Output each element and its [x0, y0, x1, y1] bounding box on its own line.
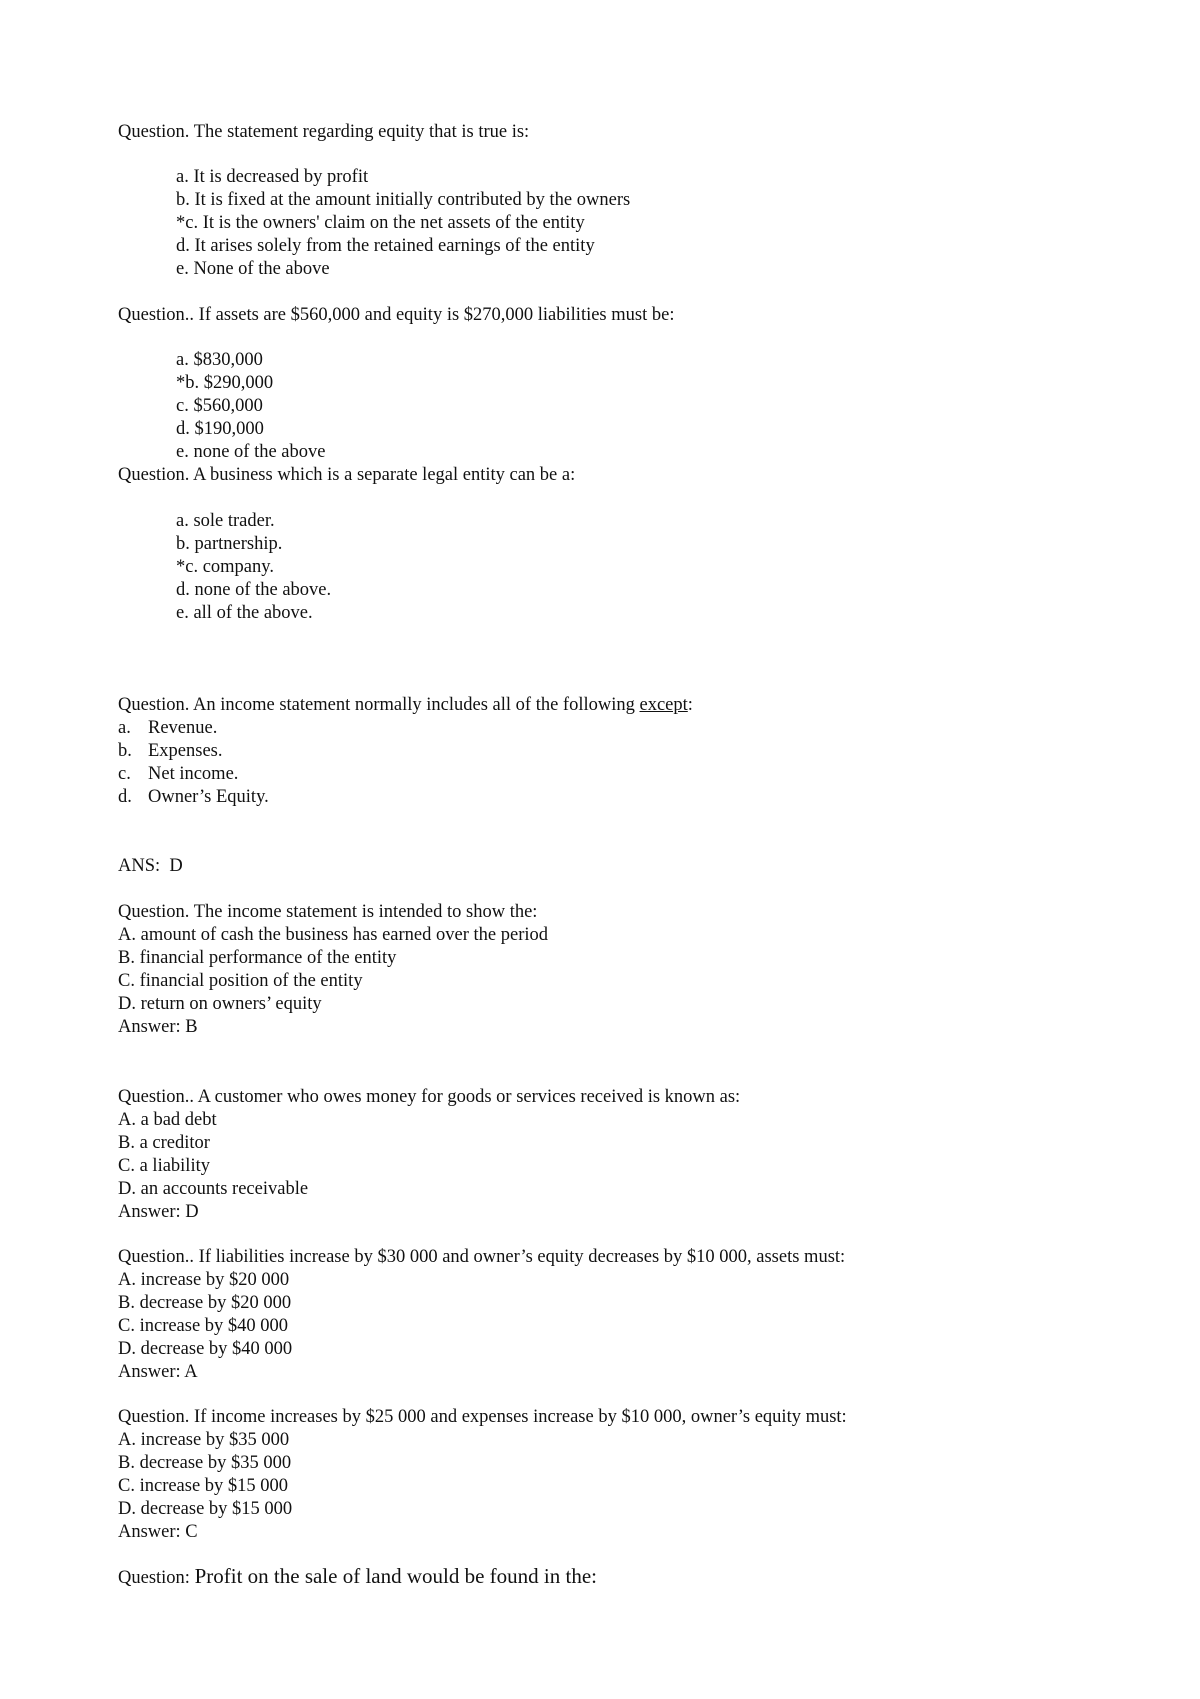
option-text: Expenses.	[148, 741, 223, 761]
answer-option: b. It is fixed at the amount initially contributed by the owners	[176, 190, 631, 210]
question-prompt: Question.. A customer who owes money for goods or services received is known as:	[118, 1087, 741, 1107]
answer-option: d. $190,000	[176, 419, 264, 439]
option-letter: b.	[118, 741, 132, 761]
question-prompt-text: Profit on the sale of land would be found in the:	[194, 1564, 598, 1588]
answer-key: Answer: C	[118, 1522, 198, 1542]
answer-option: e. none of the above	[176, 442, 326, 462]
answer-option: e. all of the above.	[176, 603, 313, 623]
answer-option	[118, 717, 217, 739]
question-prompt: Question. If income increases by $25 000 and expenses increase by $10 000, owner’s equity must:	[118, 1407, 847, 1427]
option-letter: d.	[118, 787, 132, 807]
answer-option: D. an accounts receivable	[118, 1179, 309, 1199]
answer-option: D. decrease by $40 000	[118, 1339, 293, 1359]
answer-option: d. It arises solely from the retained earnings of the entity	[176, 236, 595, 256]
answer-option: B. financial performance of the entity	[118, 948, 397, 968]
question-prompt: Question. The income statement is intended to show the:	[118, 902, 538, 922]
answer-option: C. financial position of the entity	[118, 971, 363, 991]
answer-option: *b. $290,000	[176, 373, 274, 393]
answer-option: C. increase by $15 000	[118, 1476, 289, 1496]
answer-option: B. decrease by $35 000	[118, 1453, 292, 1473]
answer-option: a. $830,000	[176, 350, 263, 370]
answer-option: c. $560,000	[176, 396, 263, 416]
answer-option: a. sole trader.	[176, 511, 275, 531]
option-text: Owner’s Equity.	[148, 787, 269, 807]
question-prompt: Question.. If liabilities increase by $30 000 and owner’s equity decreases by $10 000, assets must:	[118, 1247, 846, 1267]
answer-option: a. It is decreased by profit	[176, 167, 369, 187]
answer-option	[118, 786, 269, 808]
question-prompt	[118, 694, 693, 716]
option-text: Net income.	[148, 764, 239, 784]
answer-option: e. None of the above	[176, 259, 330, 279]
question-prompt: Question. The statement regarding equity that is true is:	[118, 122, 530, 142]
answer-option: A. amount of cash the business has earned over the period	[118, 925, 548, 945]
answer-key: Answer: D	[118, 1202, 199, 1222]
answer-option	[118, 763, 238, 785]
answer-option: *c. It is the owners' claim on the net assets of the entity	[176, 213, 585, 233]
answer-key: ANS: D	[118, 856, 183, 876]
answer-key: Answer: A	[118, 1362, 198, 1382]
answer-option: b. partnership.	[176, 534, 283, 554]
answer-option: d. none of the above.	[176, 580, 332, 600]
answer-option: B. decrease by $20 000	[118, 1293, 292, 1313]
answer-option: D. decrease by $15 000	[118, 1499, 293, 1519]
answer-option	[118, 740, 223, 762]
answer-option: C. increase by $40 000	[118, 1316, 289, 1336]
question-prompt-emphasis: except	[639, 695, 688, 715]
answer-option: D. return on owners’ equity	[118, 994, 322, 1014]
question-prompt-colon: :	[687, 695, 693, 715]
question-prompt: Question.. If assets are $560,000 and equity is $270,000 liabilities must be:	[118, 305, 675, 325]
question-prompt: Question. A business which is a separate legal entity can be a:	[118, 465, 576, 485]
answer-option: A. a bad debt	[118, 1110, 217, 1130]
answer-option: *c. company.	[176, 557, 274, 577]
option-letter: c.	[118, 764, 131, 784]
option-letter: a.	[118, 718, 131, 738]
answer-key: Answer: B	[118, 1017, 198, 1037]
question-prompt-text: Question. An income statement normally includes all of the following	[118, 695, 640, 715]
answer-option: B. a creditor	[118, 1133, 210, 1153]
answer-option: A. increase by $35 000	[118, 1430, 290, 1450]
question-prompt	[118, 1563, 597, 1589]
question-label: Question:	[118, 1568, 195, 1588]
answer-option: A. increase by $20 000	[118, 1270, 290, 1290]
option-text: Revenue.	[148, 718, 218, 738]
answer-option: C. a liability	[118, 1156, 210, 1176]
